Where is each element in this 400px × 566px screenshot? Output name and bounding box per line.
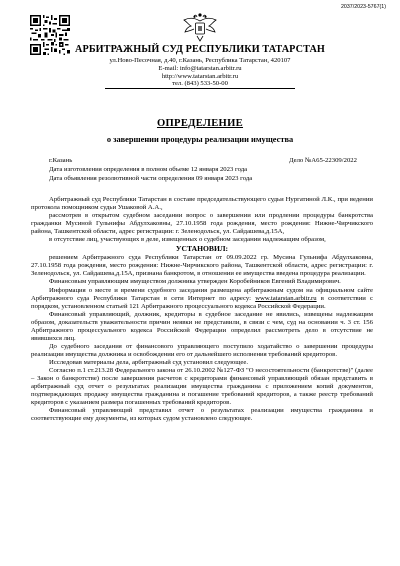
case-number: Дело №А65-22309/2022 <box>288 157 357 164</box>
paragraph-report: Финансовый управляющий представил отчет о результатах реализации имущества гражданина и соответствующие ему документы, из которых судом установлено следующее. <box>31 407 373 423</box>
paragraph-notice <box>31 287 373 311</box>
paragraph-court-composition: Арбитражный суд Республики Татарстан в составе председательствующего судьи Нургатиной Л.К., при ведении протокола помощником судьи Ушаковой А.А., <box>31 196 373 212</box>
paragraph-manager: Финансовым управляющим имуществом должника утвержден Коробейников Евгений Владимирович. <box>49 278 341 286</box>
paragraph-decision: решением Арбитражного суда Республики Татарстан от 09.09.2022 гр. Мусина Гульнифа Абдулхаковна, 27.10.1958 года рождения, место рождения: Нижне-Чирчикского района, Ташкентской области, адрес регистрации: г. Зеленодольск, ул. Сайдашева,д.15А, признана банкротом, в отношении ее имущества введена процедура реализации. <box>31 254 373 278</box>
court-website[interactable]: http://www.tatarstan.arbitr.ru <box>161 72 239 80</box>
city: г.Казань <box>49 157 73 164</box>
notice-text-a: Информация о месте и времени судебного заседания размещена арбитражным судом на официальном сайте Арбитражного суда Республики Татарстан в сети Интернет по адресу: <box>31 286 373 302</box>
established-heading: УСТАНОВИЛ: <box>175 244 229 254</box>
notice-text-b: в соответствии с порядком, установленном статьей 121 Арбитражного процессуального кодекса Российской Федерации. <box>31 294 373 310</box>
paragraph-no-show: Финансовый управляющий, должник, кредиторы в судебное заседание не явились, извещены надлежащим образом, доказательств уважительности причин неявки не представили, в связи с чем, суд на основании ч. 3 ст. 156 Арбитражного процессуального кодекса Российской Федерации определил рассмотреть дело в отсутствие не явившихся лиц. <box>31 310 373 342</box>
document-number: 2037/2023-5767(1) <box>340 4 386 10</box>
court-contacts <box>0 57 400 89</box>
coat-of-arms-icon <box>178 12 222 44</box>
full-text-date: Дата изготовления определения в полном объеме 12 января 2023 года <box>49 166 248 173</box>
paragraph-absence: в отсутствие лиц, участвующих в деле, извещенных о судебном заседании надлежащим образом, <box>49 236 326 244</box>
document-subtitle: о завершении процедуры реализации имущества <box>106 135 294 144</box>
court-address: ул.Ново-Песочная, д.40, г.Казань, Республика Татарстан, 420107 <box>109 57 291 64</box>
paragraph-motion: До судебного заседания от финансового управляющего поступило ходатайство о завершении процедуры реализации имущества должника и освобождении его от дальнейшего исполнения требований кредиторов. <box>31 342 373 358</box>
paragraph-law: Согласно п.1 ст.213.28 Федерального закона от 26.10.2002 №127-ФЗ "О несостоятельности (банкротстве)" (далее – Закон о банкротстве) после завершения расчетов с кредиторами финансовый управляющий обязан представить в арбитражный суд отчет о результатах реализации имущества гражданина с приложением копий документов, подтверждающих продажу имущества гражданина и погашение требований кредиторов, а также реестр требований кредиторов с указанием размера погашенных требований кредиторов. <box>31 366 373 407</box>
court-email[interactable]: E-mail: info@tatarstan.arbitr.ru <box>158 64 242 72</box>
resolution-date: Дата объявления резолютивной части определения 09 января 2023 года <box>49 175 253 182</box>
paragraph-examined: Исследовав материалы дела, арбитражный суд установил следующее. <box>49 358 249 366</box>
court-site-link[interactable]: www.tatarstan.arbitr.ru <box>255 294 317 302</box>
document-title: ОПРЕДЕЛЕНИЕ <box>156 118 244 129</box>
court-name: АРБИТРАЖНЫЙ СУД РЕСПУБЛИКИ ТАТАРСТАН <box>75 44 325 55</box>
document-body <box>31 196 373 423</box>
paragraph-considering: рассмотрев в открытом судебном заседании вопрос о завершении или продлении процедуры банкротства гражданки Мусиной Гульнифы Абдулхаковны, 27.10.1958 года рождения, место рождения: Нижне-Чирчикского района, Ташкентской области, адрес регистрации: г. Зеленодольск, ул. Сайдашева,д.15А, <box>31 212 373 236</box>
court-phone: тел. (843) 533-50-00 <box>105 80 295 89</box>
case-header-line <box>49 157 357 165</box>
